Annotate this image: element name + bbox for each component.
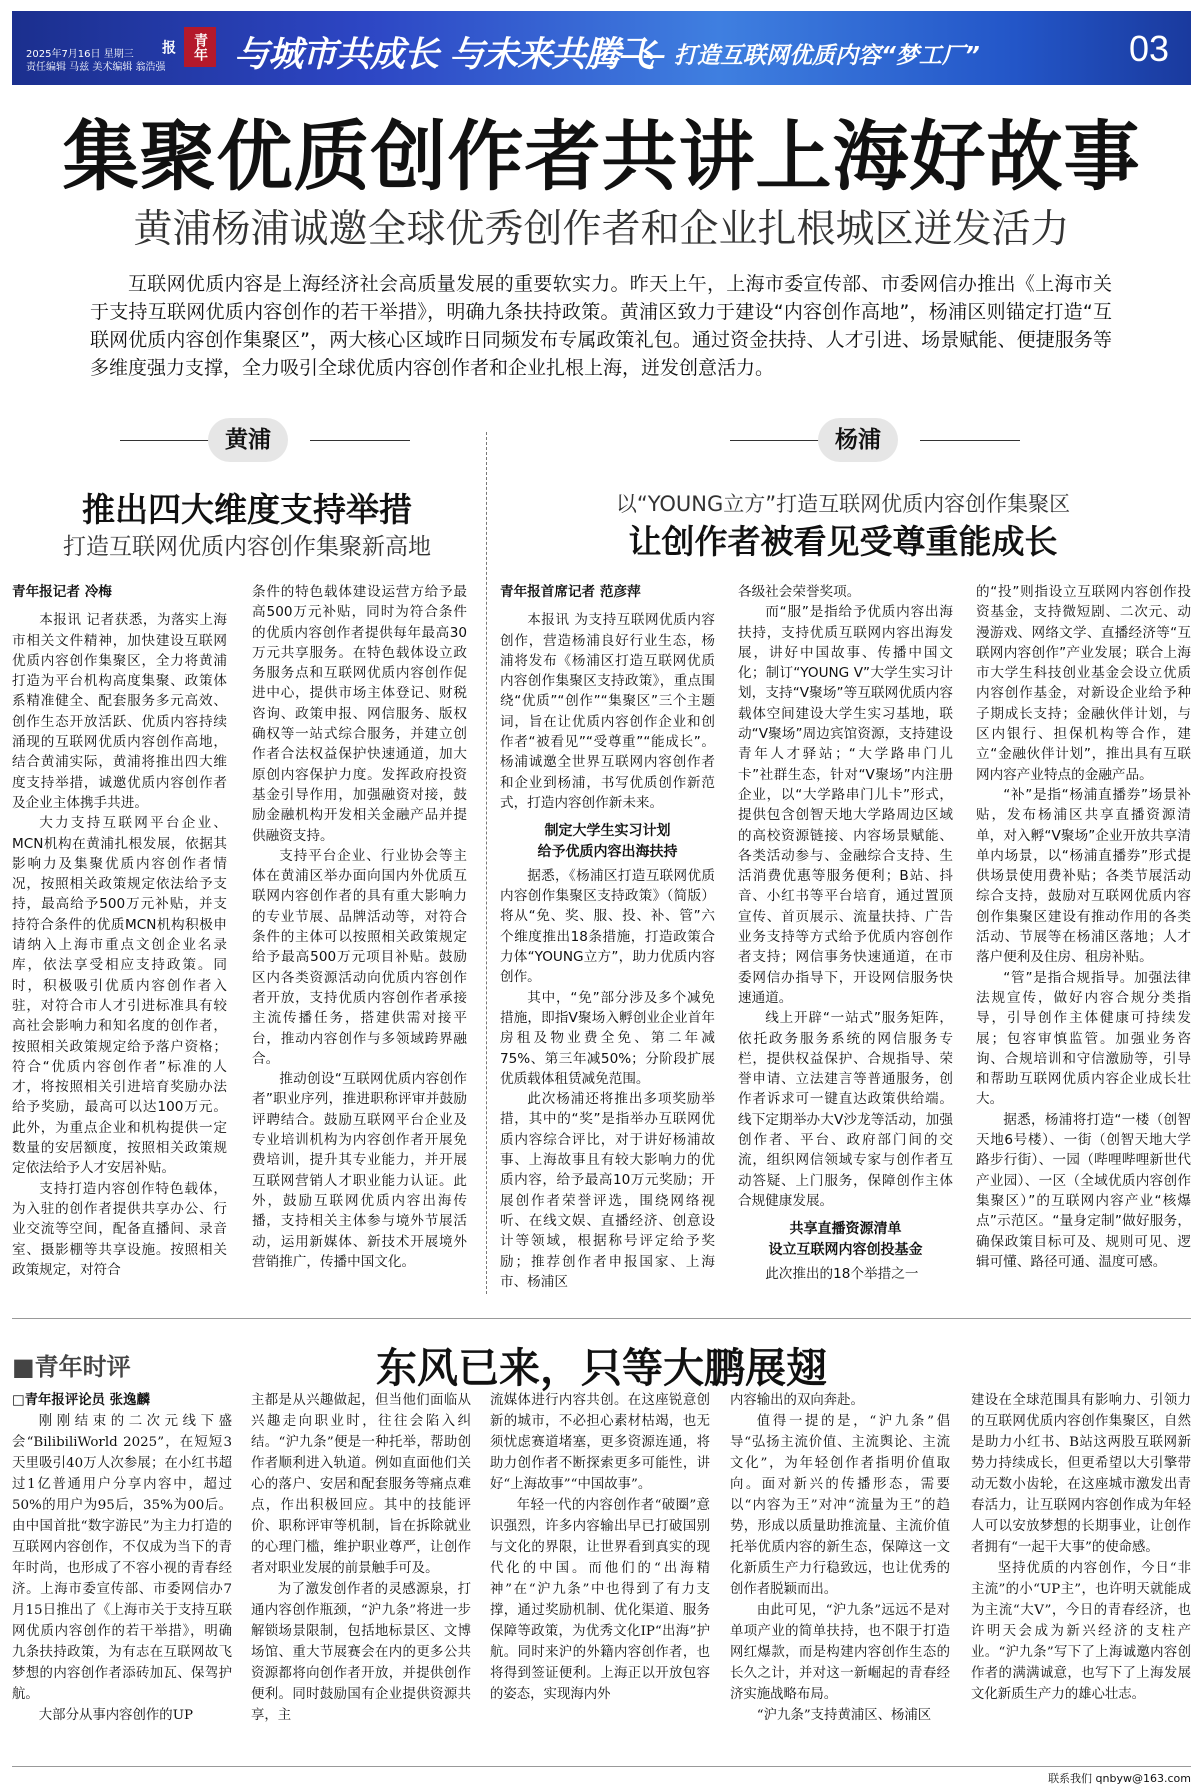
paragraph: “管”是指合规指导。加强法律法规宣传，做好内容合规分类指导，引导创作主体健康可持续发展；包容审慎监管。加强业务咨询、合规培训和守信激励等，引导和帮助互联网优质内容企业成长壮大。: [976, 969, 1191, 1108]
section-header-huangpu: [120, 418, 480, 462]
editorial-label: ■青年时评: [12, 1353, 131, 1381]
editorial-title: 东风已来，只等大鹏展翅: [376, 1344, 827, 1392]
huangpu-subtitle: 打造互联网优质内容创作集聚新高地: [63, 534, 431, 560]
subheading-line: 给予优质内容出海扶持: [537, 843, 678, 860]
paragraph: 主都是从兴趣做起，但当他们面临从兴趣走向职业时，往往会陷入纠结。“沪九条”便是一种托举，帮助创作者顺利进入轨道。例如直面他们关心的落户、安居和配套服务等痛点难点，作出积极回应。其中的技能评价、职称评审等机制，旨在拆除就业的心理门槛，维护职业尊严，让创作者对职业发展的前景触手可及。: [251, 1393, 471, 1576]
paragraph: 本报讯 为支持互联网优质内容创作，营造杨浦良好行业生态，杨浦将发布《杨浦区打造互联网优质内容创作集聚区支持政策》，重点围绕“优质”“创作”“集聚区”三个主题词，旨在让优质内容创作企业和创作者“被看见”“受尊重”“能成长”。杨浦诚邀全世界互联网内容创作者和企业到杨浦，书写优质创作新范式，打造内容创作新未来。: [500, 612, 715, 811]
paragraph: 大力支持互联网平台企业、MCN机构在黄浦扎根发展，依据其影响力及集聚优质内容创作者情况，按照相关政策规定依法给予支持，最高给予500万元补贴，并支持符合条件的优质MCN机构积极申请纳入上海市重点文创企业名录库，依法享受相应支持政策。同时，积极吸引优质内容创作者入驻，对符合市人才引进标准具有较高社会影响力和知名度的创作者，按照相关政策规定给予落户资格；符合“优质内容创作者”标准的人才，将按照相关引进培育奖励办法给予奖励，最高可以达100万元。此外，为重点企业和机构提供一定数量的安居额度，按照相关政策规定依法给予人才安居补贴。: [12, 815, 227, 1177]
paragraph: 建设在全球范围具有影响力、引领力的互联网优质内容创作集聚区，自然是助力小红书、B站这两股互联网新势力持续成长，但更希望以大引擎带动无数小齿轮，在这座城市激发出青春活力，让互联网内容创作成为年轻人可以安放梦想的长期事业，让创作者拥有“一起干大事”的使命感。: [971, 1393, 1191, 1555]
issue-date: 2025年7月16日 星期三: [26, 49, 134, 60]
masthead-band: [12, 11, 1191, 85]
yangpu-subheading-2: [738, 1219, 953, 1260]
subheading-line: 制定大学生实习计划: [544, 823, 671, 840]
paragraph: 大部分从事内容创作的UP: [38, 1708, 193, 1723]
yangpu-column-3: [976, 582, 1191, 1272]
divider: [120, 440, 220, 441]
paragraph: 坚持优质的内容创作，今日“非主流”的小“UP主”，也许明天就能成为主流“大V”，今日的青春经济，也许明天会成为新兴经济的支柱产业。“沪九条”写下了上海诚邀内容创作者的满满诚意，也写下了上海发展文化新质生产力的雄心壮志。: [971, 1561, 1191, 1702]
paragraph: 此次杨浦还将推出多项奖励举措，其中的“奖”是指举办互联网优质内容综合评比，对于讲好杨浦故事、上海故事且有较大影响力的优质内容，给予最高10万元奖励；开展创作者荣誉评选，围绕网络视听、在线文娱、直播经济、创意设计等领域，根据称号评定给予奖励；推荐创作者申报国家、上海市、杨浦区: [500, 1091, 715, 1290]
editorial-byline: □青年报评论员 张逸麟: [12, 1393, 150, 1408]
footer-contact: 联系我们 qnbyw@163.com: [1048, 1772, 1191, 1785]
yangpu-column-2: [738, 582, 953, 1284]
section-label: 杨浦: [818, 418, 898, 462]
paragraph: 本报讯 记者获悉，为落实上海市相关文件精神，加快建设互联网优质内容创作集聚区，全力将黄浦打造为平台机构高度集聚、政策体系精准健全、配套服务多元高效、创作生态开放活跃、优质内容持续涌现的互联网优质内容创作高地，结合黄浦实际，黄浦将推出四大维度支持举措，诚邀优质内容创作者及企业主体携手共进。: [12, 612, 227, 811]
masthead-date-block: [26, 48, 166, 74]
paragraph: 支持平台企业、行业协会等主体在黄浦区举办面向国内外优质互联网内容创作者的具有重大影响力的专业节展、品牌活动等，对符合条件的主体可以按照相关政策规定给予最高500万元项目补贴。鼓励区内各类资源活动向优质内容创作者开放，支持优质内容创作者承接主流传播任务，搭建供需对接平台，推动内容创作与多领域跨界融合。: [252, 847, 467, 1067]
yangpu-column-1: [500, 582, 715, 1292]
newspaper-logo: 青年报: [184, 27, 216, 67]
editorial-column-4: [730, 1390, 950, 1726]
paragraph: 由此可见，“沪九条”远远不是对单项产业的简单扶持，也不限于打造网红爆款，而是构建内容创作生态的长久之计，并对这一新崛起的青春经济实施战略布局。: [730, 1603, 950, 1702]
masthead-slogan: 与城市共成长 与未来共腾飞: [234, 34, 654, 75]
intro-paragraph: 互联网优质内容是上海经济社会高质量发展的重要软实力。昨天上午，上海市委宣传部、市委网信办推出《上海市关于支持互联网优质内容创作的若干举措》，明确九条扶持政策。黄浦区致力于建设“内容创作高地”，杨浦区则锚定打造“互联网优质内容创作集聚区”，两大核心区域昨日同频发布专属政策礼包。通过资金扶持、人才引进、场景赋能、便捷服务等多维度强力支撑，全力吸引全球优质内容创作者和企业扎根上海，迸发创意活力。: [90, 273, 1112, 379]
yangpu-subheading-1: [500, 821, 715, 862]
yangpu-kicker: 以“YOUNG立方”打造互联网优质内容创作集聚区: [615, 492, 1071, 516]
yangpu-byline: 青年报首席记者 范彦萍: [500, 584, 641, 600]
main-subheadline: 黄浦杨浦诚邀全球优秀创作者和企业扎根城区迸发活力: [133, 207, 1070, 252]
column-divider: [486, 432, 487, 1294]
paragraph: 线上开辟“一站式”服务矩阵，依托政务服务系统的网信服务专栏，提供权益保护、合规指导、荣誉申请、立法建言等普通服务，创作者诉求可一键直达政策供给端。线下定期举办大V沙龙等活动，加强创作者、平台、政府部门间的交流，组织网信领域专家与创作者互动答疑、上门服务，保障创作主体合规健康发展。: [738, 1010, 953, 1209]
paragraph: 据悉，杨浦将打造“一楼（创智天地6号楼）、一街（创智天地大学路步行街）、一园（哔哩哔哩新世代产业园）、一区（全域优质内容创作集聚区）”的互联网内容产业“核爆点”示范区。“量身定制”做好服务，确保政策目标可及、规则可见、逻辑可懂、路径可通、温度可感。: [976, 1111, 1191, 1270]
editors: 责任编辑 马兹 美术编辑 翁浩强: [26, 62, 166, 73]
editorial-column-3: [490, 1390, 710, 1705]
paragraph: 推动创设“互联网优质内容创作者”职业序列，推进职称评审并鼓励评聘结合。鼓励互联网平台企业及专业培训机构为内容创作者开展免费培训，提升其专业能力，并开展互联网营销人才职业能力认证。此外，鼓励互联网优质内容出海传播，支持相关主体参与境外节展活动，运用新媒体、新技术开展境外营销推广，传播中国文化。: [252, 1071, 467, 1270]
paragraph: 内容输出的双向奔赴。: [730, 1393, 864, 1408]
paragraph: 支持打造内容创作特色载体，为入驻的创作者提供共享办公、行业交流等空间，配备直播间、录音室、摄影棚等共享设施。按照相关政策规定，对符合: [12, 1180, 227, 1278]
section-rule: [12, 1318, 1191, 1319]
paragraph: 为了激发创作者的灵感源泉，打通内容创作瓶颈，“沪九条”将进一步解锁场景限制，包括地标景区、文博场馆、重大节展赛会在内的更多公共资源都将向创作者开放，并提供创作便利。同时鼓励国有企业提供资源共享，主: [251, 1582, 471, 1723]
paragraph: 刚刚结束的二次元线下盛会“BilibiliWorld 2025”，在短短3天里吸引40万人次参展；在小红书超过1亿普通用户分享内容中，超过50%的用户为95后，35%为00后。由中国首批“数字游民”为主力打造的互联网内容创作，不仅成为当下的青年时尚，也形成了不容小视的青春经济。上海市委宣传部、市委网信办7月15日推出了《上海市关于支持互联网优质内容创作的若干举措》，明确九条扶持政策，为有志在互联网故飞梦想的内容创作者添砖加瓦、保驾护航。: [12, 1414, 232, 1702]
huangpu-column-2: [252, 582, 467, 1272]
paragraph: 各级社会荣誉奖项。: [738, 584, 861, 600]
huangpu-byline: 青年报记者 冷梅: [12, 584, 112, 600]
paragraph: 的“投”则指设立互联网内容创作投资基金，支持微短剧、二次元、动漫游戏、网络文学、直播经济等“互联网内容创作”产业发展；联合上海市大学生科技创业基金会设立优质内容创作基金，对新设企业给予种子期成长支持；金融伙伴计划，与区内银行、担保机构等合作，建立“金融伙伴计划”，推出具有互联网内容产业特点的金融产品。: [976, 584, 1191, 783]
subheading-line: 设立互联网内容创投基金: [768, 1241, 923, 1258]
divider: [920, 440, 1020, 441]
paragraph: 据悉，《杨浦区打造互联网优质内容创作集聚区支持政策》（简版）将从“免、奖、服、投、补、管”六个维度推出18条措施，打造政策合力体“YOUNG立方”，助力优质内容创作。: [500, 867, 715, 986]
section-header-yangpu: [730, 418, 1090, 462]
huangpu-title: 推出四大维度支持举措: [82, 490, 412, 529]
paragraph: 年轻一代的内容创作者“破圈”意识强烈，许多内容输出早已打破国别与文化的界限，让世界看到真实的现代化的中国。而他们的“出海精神”在“沪九条”中也得到了有力支撑，通过奖励机制、优化渠道、服务保障等政策，为优秀文化IP“出海”护航。同时来沪的外籍内容创作者，也将得到签证便利。上海正以开放包容的姿态，实现海内外: [490, 1498, 710, 1702]
paragraph: 流媒体进行内容共创。在这座锐意创新的城市，不必担心素材枯竭，也无须忧虑赛道堵塞，更多资源连通，将助力创作者不断探索更多可能性，讲好“上海故事”“中国故事”。: [490, 1393, 710, 1492]
editorial-column-1: [12, 1390, 232, 1726]
paragraph: 而“服”是指给予优质内容出海扶持，支持优质互联网内容出海发展，讲好中国故事、传播中国文化；制订“YOUNG V”大学生实习计划，支持“V聚场”等互联网优质内容载体空间建设大学生实习基地，联动“V聚场”周边宾馆资源，支持建设青年人才驿站；“大学路串门儿卡”社群生态，针对“V聚场”内注册企业，以“大学路串门儿卡”形式，提供包含创智天地大学路周边区域的高校资源链接、内容场景赋能、各类活动参与、金融综合支持、生活消费优惠等服务便利；B站、抖音、小红书等平台培育，通过置顶宣传、首页展示、流量扶持、广告业务支持等方式给予优质内容创作者支持；网信事务快速通道，在市委网信办指导下，开设网信服务快速通道。: [738, 604, 953, 1006]
divider: [310, 440, 410, 441]
paragraph: 条件的特色载体建设运营方给予最高500万元补贴，同时为符合条件的优质内容创作者提供每年最高30万元共享服务。在特色载体设立政务服务点和互联网优质内容创作促进中心，提供市场主体登记、财税咨询、政策申报、网信服务、版权确权等一站式综合服务，并建立创作者合法权益保护快速通道，加大原创内容保护力度。发挥政府投资基金引导作用，加强融资对接，鼓励金融机构开发相关金融产品并提供融资支持。: [252, 584, 467, 844]
editorial-column-2: [251, 1390, 471, 1726]
subheading-line: 共享直播资源清单: [789, 1221, 902, 1238]
yangpu-title: 让创作者被看见受尊重能成长: [628, 522, 1058, 561]
page-number: 03: [1128, 28, 1169, 69]
paragraph: 此次推出的18个举措之一: [765, 1265, 919, 1282]
footer-rule: [12, 1766, 1191, 1767]
paragraph: “沪九条”支持黄浦区、杨浦区: [756, 1708, 932, 1723]
masthead-slogan-secondary: —— 打造互联网优质内容“梦工厂”: [620, 43, 980, 69]
editorial-column-5: [971, 1390, 1191, 1705]
divider: [730, 440, 830, 441]
paragraph: “补”是指“杨浦直播券”场景补贴，发布杨浦区共享直播资源清单，对入孵“V聚场”企业开放共享清单内场景，以“杨浦直播券”形式提供场景使用费补贴；各类节展活动综合支持，鼓励对互联网优质内容创作集聚区建设有推动作用的各类活动、节展等在杨浦区落地；人才落户便利及住房、租房补贴。: [976, 786, 1191, 966]
paragraph: 值得一提的是，“沪九条”倡导“弘扬主流价值、主流舆论、主流文化”，为年轻创作者指明价值取向。面对新兴的传播形态，需要以“内容为王”对冲“流量为王”的趋势，形成以质量助推流量、主流价值托举优质内容的新生态，保障这一文化新质生产力行稳致远，也让优秀的创作者脱颖而出。: [730, 1414, 950, 1597]
main-headline: 集聚优质创作者共讲上海好故事: [62, 112, 1141, 201]
section-label: 黄浦: [208, 418, 288, 462]
paragraph: 其中，“免”部分涉及多个减免措施，即指V聚场入孵创业企业首年房租及物业费全免、第二年减75%、第三年减50%；分阶段扩展优质载体租赁减免范围。: [500, 989, 715, 1087]
huangpu-column-1: [12, 582, 227, 1280]
